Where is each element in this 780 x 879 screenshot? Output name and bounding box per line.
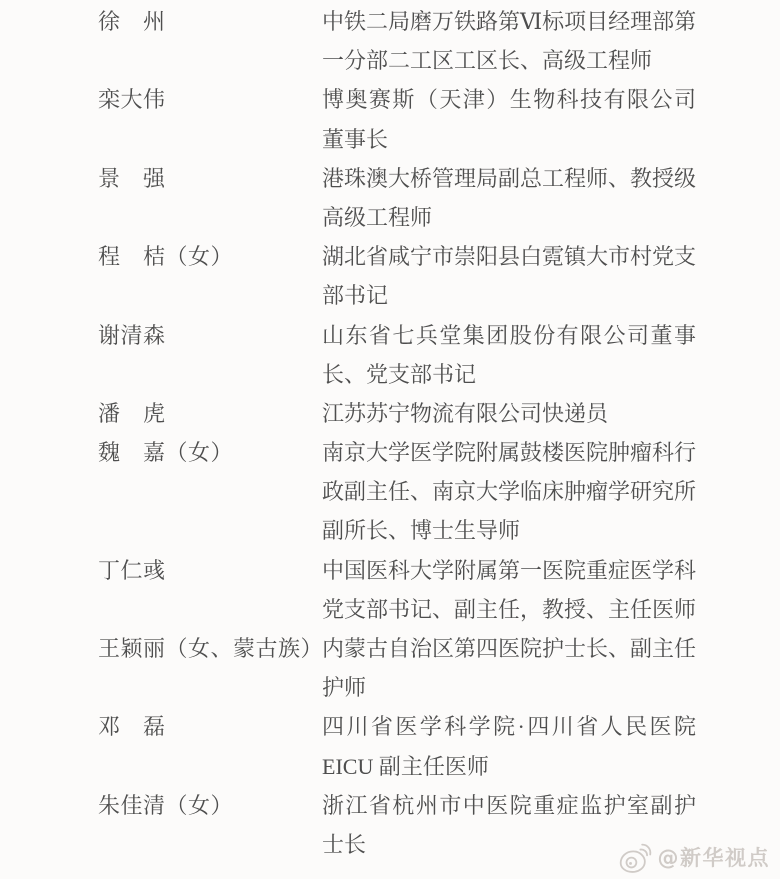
honoree-row — [98, 2, 780, 80]
honoree-title — [322, 80, 696, 158]
watermark — [618, 840, 771, 874]
position-line: 政副主任、南京大学临床肿瘤学研究所 — [322, 479, 697, 505]
honoree-title — [322, 237, 696, 315]
honoree-title — [322, 551, 696, 629]
honoree-row — [98, 707, 780, 785]
honoree-row — [98, 80, 780, 158]
honoree-row — [98, 237, 780, 315]
position-line: 博奥赛斯（天津）生物科技有限公司 — [322, 87, 696, 113]
honoree-title — [322, 707, 696, 785]
honoree-name: 徐 州 — [98, 9, 166, 34]
watermark-handle: @新华视点 — [657, 846, 770, 870]
position-line: 董事长 — [322, 126, 389, 152]
position-line: 一分部二工区工区长、高级工程师 — [322, 48, 653, 74]
honoree-name: 景 强 — [98, 165, 166, 191]
position-line: 中国医科大学附属第一医院重症医学科 — [322, 557, 697, 583]
honoree-title — [322, 629, 696, 707]
honoree-row — [98, 433, 780, 551]
honoree-row — [98, 551, 780, 629]
honoree-name: 潘 虎 — [98, 400, 166, 426]
position-line: 副所长、博士生导师 — [322, 518, 521, 544]
honoree-row — [98, 316, 780, 394]
honoree-row — [98, 159, 780, 237]
honoree-title — [322, 394, 696, 433]
honoree-title — [322, 433, 696, 551]
position-line: 四川省医学科学院·四川省人民医院 — [322, 714, 696, 740]
honoree-name: 栾大伟 — [98, 87, 166, 113]
position-line: 港珠澳大桥管理局副总工程师、教授级 — [322, 165, 697, 191]
honoree-name: 邓 磊 — [98, 714, 166, 740]
honoree-title — [322, 2, 696, 80]
honoree-name: 朱佳清（女） — [98, 792, 234, 818]
position-line: 士长 — [322, 831, 367, 857]
honoree-name: 程 桔（女） — [98, 244, 234, 270]
honoree-name: 魏 嘉（女） — [98, 440, 234, 466]
position-line: 中铁二局磨万铁路第Ⅵ标项目经理部第 — [322, 9, 697, 34]
position-line: EICU 副主任医师 — [322, 753, 489, 779]
weibo-icon — [618, 843, 652, 874]
position-line: 南京大学医学院附属鼓楼医院肿瘤科行 — [322, 440, 697, 466]
honoree-name: 丁仁彧 — [98, 557, 166, 583]
honoree-name: 谢清森 — [98, 322, 166, 348]
position-line: 内蒙古自治区第四医院护士长、副主任 — [322, 636, 697, 661]
position-line: 长、党支部书记 — [322, 361, 477, 387]
position-line: 部书记 — [322, 283, 389, 309]
honoree-title — [322, 159, 696, 237]
position-line: 湖北省咸宁市崇阳县白霓镇大市村党支 — [322, 244, 697, 270]
position-line: 山东省七兵堂集团股份有限公司董事 — [322, 322, 696, 348]
honoree-title — [322, 316, 696, 394]
position-line: 护师 — [322, 675, 367, 701]
position-line: 党支部书记、副主任，教授、主任医师 — [322, 596, 697, 622]
honoree-row — [98, 629, 780, 707]
honoree-row — [98, 394, 780, 433]
honoree-name: 王颖丽（女、蒙古族） — [98, 636, 324, 661]
position-line: 高级工程师 — [322, 204, 433, 230]
position-line: 江苏苏宁物流有限公司快递员 — [322, 400, 609, 426]
position-line: 浙江省杭州市中医院重症监护室副护 — [322, 792, 696, 818]
